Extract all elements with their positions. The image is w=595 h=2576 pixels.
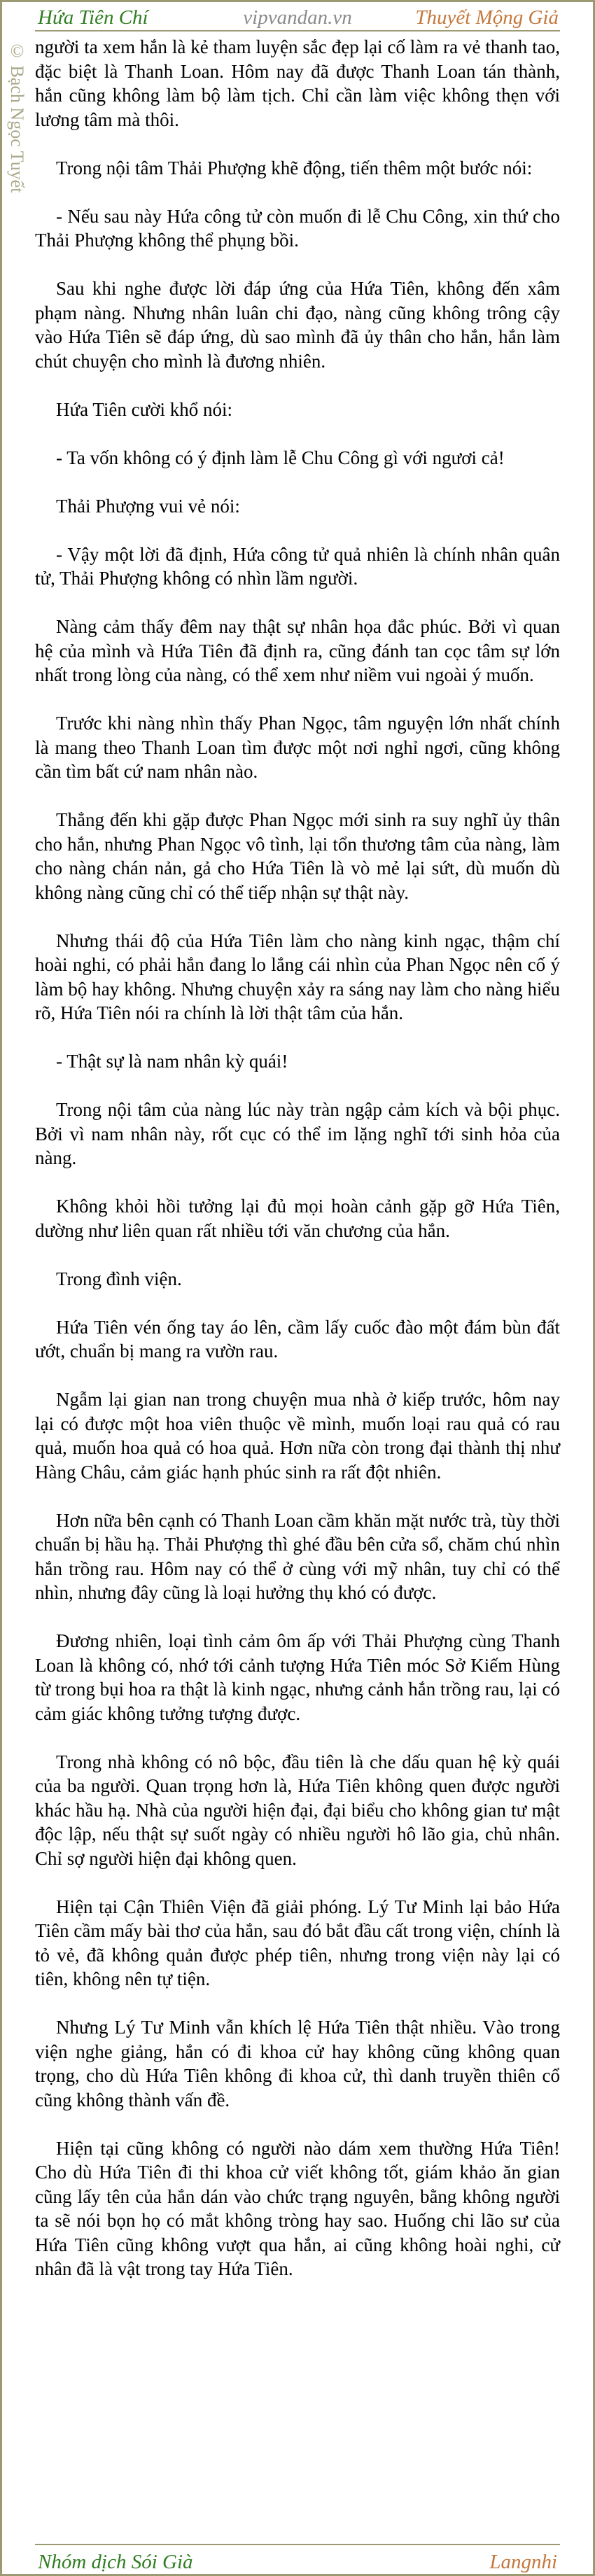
paragraph: Thẳng đến khi gặp được Phan Ngọc mới sinh ra suy nghĩ ủy thân cho hắn, nhưng Phan Ngọc vô tình, lại tổn thương tâm của nàng, làm cho nàng chán nản, gả cho Hứa Tiên là vò mẻ lại sứt, dù muốn dù không nàng cũng chỉ có thể tiếp nhận sự thật này. <box>35 809 560 903</box>
paragraph: Đương nhiên, loại tình cảm ôm ấp với Thải Phượng cùng Thanh Loan là không có, nhớ tới cảnh tượng Hứa Tiên móc Sở Kiếm Hùng từ trong bụi hoa ra thật là kinh ngạc, nhưng cảnh hắn trồng rau, lại có cảm giác không tưởng tượng được. <box>35 1630 560 1724</box>
book-title: Hứa Tiên Chí <box>38 6 148 29</box>
paragraph: Hiện tại cũng không có người nào dám xem thường Hứa Tiên! Cho dù Hứa Tiên đi thi khoa cử viết không tốt, giám khảo ăn gian cũng lấy tên của hắn dán vào chức trạng nguyên, bằng không người ta sẽ nói bọn họ có mắt không tròng hay sao. Huống chi lão sư của Hứa Tiên cũng không vượt qua hắn, ai cũng không hoài nghi, cử nhân đã là vật trong tay Hứa Tiên. <box>35 2137 560 2279</box>
site-link[interactable]: vipvandan.vn <box>243 6 352 29</box>
paragraph: Hứa Tiên vén ống tay áo lên, cầm lấy cuốc đào một đám bùn đất ướt, chuẩn bị mang ra vườn rau. <box>35 1316 560 1362</box>
paragraph: Nhưng Lý Tư Minh vẫn khích lệ Hứa Tiên thật nhiều. Vào trong viện nghe giảng, hắn có đi khoa cử hay không cũng không quan trọng, cho dù Hứa Tiên không đi khoa cử, thì danh truyền thiên cổ cũng không thành vấn đề. <box>35 2017 560 2110</box>
author-name: Thuyết Mộng Giả <box>415 6 559 29</box>
paragraph: - Nếu sau này Hứa công tử còn muốn đi lễ Chu Công, xin thứ cho Thải Phượng không thể phụng bồi. <box>35 205 560 251</box>
paragraph: - Thật sự là nam nhân kỳ quái! <box>56 1051 288 1072</box>
paragraph: Hơn nữa bên cạnh có Thanh Loan cầm khăn mặt nước trà, tùy thời chuẩn bị hầu hạ. Thải Phượng thì ghé đầu bên cửa sổ, chăm chú nhìn hắn trồng rau. Hôm nay có thể ở cùng với mỹ nhân, tuy chỉ có thể nhìn, nhưng đây cũng là loại hưởng thụ khó có được. <box>35 1509 560 1603</box>
copyright-watermark: © Bạch Ngọc Tuyết <box>7 41 27 193</box>
footer-divider <box>35 2544 560 2545</box>
paragraph: Sau khi nghe được lời đáp ứng của Hứa Tiên, không đến xâm phạm nàng. Nhưng nhân luân chi đạo, nàng cũng không trông cậy vào Hứa Tiên sẽ đáp ứng, dù sao mình đã ủy thân cho hắn, hắn làm chút chuyện cho mình là đương nhiên. <box>35 278 560 372</box>
translator-name: Langnhi <box>489 2551 557 2573</box>
paragraph: Hiện tại Cận Thiên Viện đã giải phóng. Lý Tư Minh lại bảo Hứa Tiên cầm mấy bài thơ của hắn, sau đó bắt đầu cất trong viện, chính là tỏ vẻ, đã không quản được phép tiên, nhưng trong viện này lại có tiên, không nên tự tiện. <box>35 1896 560 1989</box>
paragraph: Hứa Tiên cười khổ nói: <box>56 398 233 420</box>
paragraph: Thải Phượng vui vẻ nói: <box>56 495 240 517</box>
header-divider <box>35 30 560 31</box>
paragraph: Ngẫm lại gian nan trong chuyện mua nhà ở kiếp trước, hôm nay lại có được một hoa viên thuộc về mình, muốn loại rau quả có rau quả, muốn hoa quả có hoa quả. Hơn nữa còn trong đại thành thị như Hàng Châu, cảm giác hạnh phúc sinh ra rất đột nhiên. <box>35 1389 560 1483</box>
paragraph: - Vậy một lời đã định, Hứa công tử quả nhiên là chính nhân quân tử, Thải Phượng không có nhìn lầm người. <box>35 543 560 589</box>
paragraph: Không khỏi hồi tưởng lại đủ mọi hoàn cảnh gặp gỡ Hứa Tiên, dường như liên quan rất nhiều tới văn chương của hắn. <box>35 1196 560 1241</box>
translation-group: Nhóm dịch Sói Già <box>38 2551 193 2573</box>
paragraph: - Ta vốn không có ý định làm lễ Chu Công gì với ngươi cả! <box>56 447 505 468</box>
paragraph: Trong nội tâm của nàng lúc này tràn ngập cảm kích và bội phục. Bởi vì nam nhân này, rốt cục có thể im lặng nghĩ tới sinh hỏa của nàng. <box>35 1099 560 1168</box>
paragraph: người ta xem hắn là kẻ tham luyện sắc đẹp lại cố làm ra vẻ thanh tao, đặc biệt là Thanh Loan. Hôm nay đã được Thanh Loan tán thành, hắn cũng không làm bộ làm tịch. Chỉ cần làm việc không thẹn với lương tâm mà thôi. <box>35 36 560 130</box>
paragraph: Trong nội tâm Thải Phượng khẽ động, tiến thêm một bước nói: <box>56 157 533 178</box>
paragraph: Nàng cảm thấy đêm nay thật sự nhân họa đắc phúc. Bởi vì quan hệ của mình và Hứa Tiên đã định ra, cũng đánh tan cọc tâm sự lớn nhất trong lòng của nàng, có thể xem như niềm vui ngoài ý muốn. <box>35 616 560 685</box>
page-header <box>35 4 560 31</box>
chapter-text <box>35 35 560 2305</box>
paragraph: Trong đình viện. <box>56 1268 182 1289</box>
paragraph: Nhưng thái độ của Hứa Tiên làm cho nàng kinh ngạc, thậm chí hoài nghi, có phải hắn đang lo lắng cái nhìn của Phan Ngọc nên cố ý làm bộ hay không. Nhưng chuyện xảy ra sáng nay làm cho nàng hiểu rõ, Hứa Tiên nói ra chính là lời thật tâm của hắn. <box>35 930 560 1023</box>
paragraph: Trước khi nàng nhìn thấy Phan Ngọc, tâm nguyện lớn nhất chính là mang theo Thanh Loan tìm được một nơi nghỉ ngơi, cũng không cần tìm bất cứ nam nhân nào. <box>35 713 560 782</box>
paragraph: Trong nhà không có nô bộc, đầu tiên là che dấu quan hệ kỳ quái của ba người. Quan trọng hơn là, Hứa Tiên không quen được người khác hầu hạ. Nhà của người hiện đại, đại biểu cho không gian tư mật độc lập, nếu thật sự suốt ngày có nhiều người hô lão gia, chủ nhân. Chỉ sợ người hiện đại không quen. <box>35 1751 560 1869</box>
page-footer <box>35 2549 560 2575</box>
